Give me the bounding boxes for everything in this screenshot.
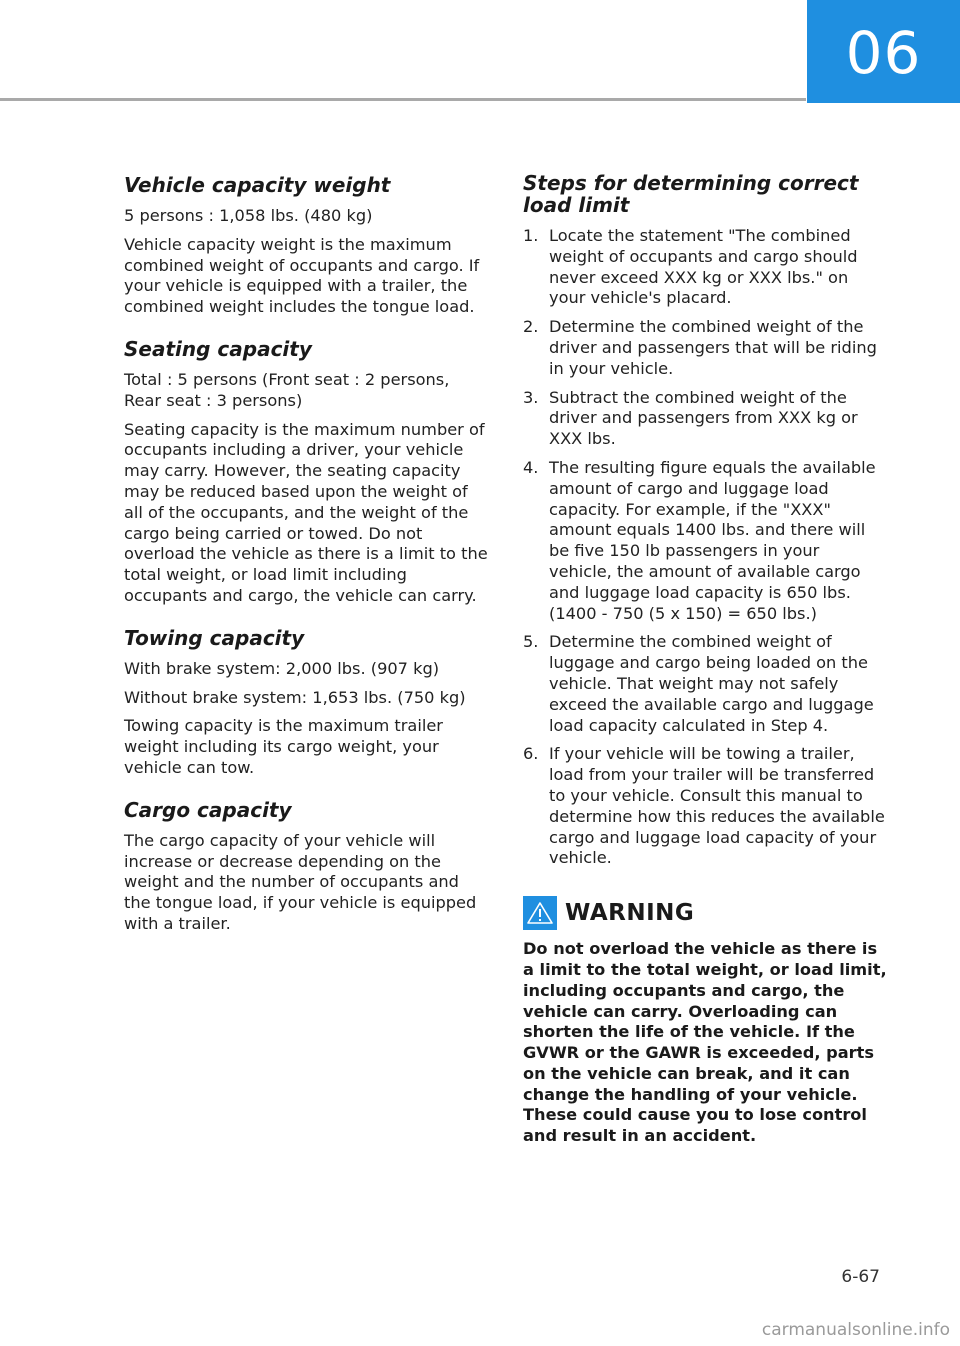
- header-rule: [0, 98, 806, 101]
- step-text: Subtract the combined weight of the driver and passengers from XXX kg or XXX lbs.: [549, 387, 858, 449]
- warning-header: [523, 895, 887, 931]
- step-text: The resulting figure equals the available amount of cargo and luggage load capacity. For example, if the "XXX" amount equals 1400 lbs. and there will be five 150 lb passengers in your vehicle, the amount of available cargo and luggage load capacity is 650 lbs. (1400 - 750 (5 x 150) = 650 lbs.): [549, 457, 876, 623]
- warning-triangle-icon: [523, 896, 557, 930]
- paragraph: Total : 5 persons (Front seat : 2 persons, Rear seat : 3 persons): [124, 369, 450, 410]
- step-number: 5.: [523, 632, 539, 652]
- step-number: 2.: [523, 317, 539, 337]
- section-heading-seating-capacity: Seating capacity: [124, 336, 312, 361]
- steps-list: [523, 226, 887, 869]
- warning-title: WARNING: [565, 900, 695, 927]
- section-heading-vehicle-capacity-weight: Vehicle capacity weight: [124, 173, 391, 197]
- section-heading-towing-capacity: Towing capacity: [124, 625, 305, 650]
- step-number: 6.: [523, 744, 539, 764]
- list-item: [523, 632, 887, 736]
- paragraph: With brake system: 2,000 lbs. (907 kg): [124, 658, 440, 678]
- step-text: Determine the combined weight of the driver and passengers that will be riding in your vehicle.: [549, 317, 877, 378]
- warning-text: Do not overload the vehicle as there is a limit to the total weight, or load limit, including occupants and cargo, the vehicle can carry. Overloading can shorten the life of the vehicle. If the GVWR or the GAWR is exceeded, parts on the vehicle can break, and it can change the handling of your vehicle. These could cause you to lose control and result in an accident.: [523, 939, 887, 1146]
- page-number: 6-67: [841, 1267, 880, 1287]
- paragraph: Towing capacity is the maximum trailer weight including its cargo weight, your vehicle can tow.: [124, 716, 443, 777]
- paragraph: Seating capacity is the maximum number of occupants including a driver, your vehicle may carry. However, the seating capacity may be reduced based upon the weight of all of the occupants, and the weight of the cargo being carried or towed. Do not overload the vehicle as there is a limit to the total weight, or load limit including occupants and cargo, the vehicle can carry.: [124, 419, 488, 605]
- paragraph: The cargo capacity of your vehicle will increase or decrease depending on the weight and the number of occupants and the tongue load, if your vehicle is equipped with a trailer.: [124, 830, 477, 933]
- list-item: [523, 458, 887, 624]
- step-number: 1.: [523, 226, 539, 245]
- step-text: If your vehicle will be towing a trailer, load from your trailer will be transferred to your vehicle. Consult this manual to determine how this reduces the available cargo and luggage load capacity of your vehicle.: [549, 744, 885, 868]
- step-number: 3.: [523, 387, 539, 407]
- step-text: Determine the combined weight of luggage and cargo being loaded on the vehicle. That weight may not safely exceed the available cargo and luggage load capacity calculated in Step 4.: [549, 632, 874, 735]
- section-heading-load-limit-steps: Steps for determining correct load limit: [523, 171, 859, 217]
- list-item: [523, 388, 887, 450]
- paragraph: 5 persons : 1,058 lbs. (480 kg): [124, 206, 373, 225]
- left-column: [124, 172, 490, 943]
- paragraph: Without brake system: 1,653 lbs. (750 kg): [124, 687, 466, 707]
- paragraph: Vehicle capacity weight is the maximum combined weight of occupants and cargo. If your vehicle is equipped with a trailer, the combined weight includes the tongue load.: [124, 234, 480, 317]
- list-item: [523, 226, 887, 309]
- watermark[interactable]: carmanualsonline.info: [761, 1320, 950, 1340]
- list-item: [523, 744, 887, 869]
- right-column: [523, 172, 887, 1147]
- step-number: 4.: [523, 457, 539, 477]
- section-heading-cargo-capacity: Cargo capacity: [124, 797, 292, 822]
- list-item: [523, 317, 887, 379]
- chapter-tab: 06: [807, 0, 960, 103]
- warning-box: [523, 895, 887, 1147]
- step-text: Locate the statement "The combined weight of occupants and cargo should never exceed XXX kg or XXX lbs." on your vehicle's placard.: [549, 226, 858, 308]
